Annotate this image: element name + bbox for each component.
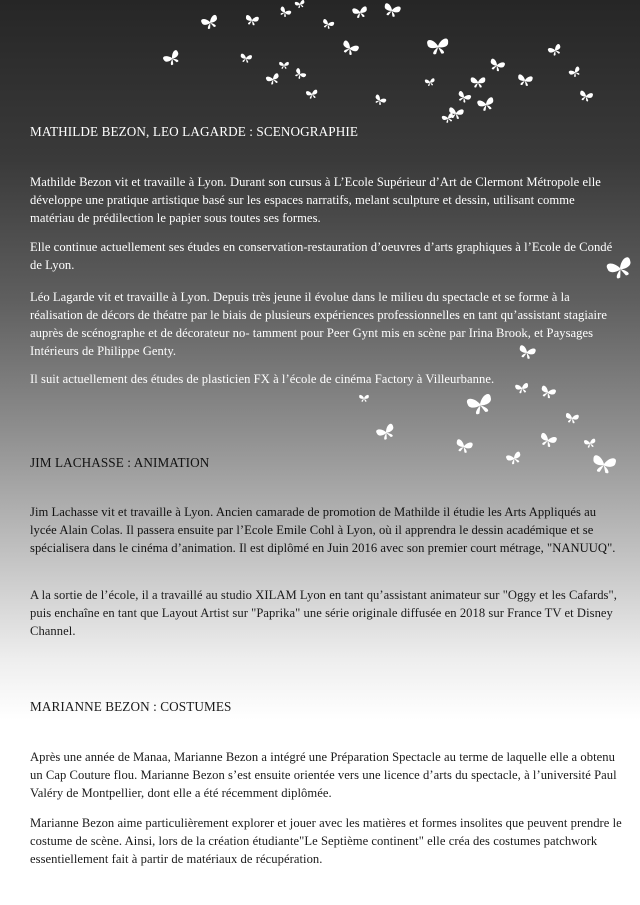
butterfly-icon [201,14,220,30]
butterfly-icon [448,107,464,120]
butterfly-icon [584,438,597,448]
butterfly-icon [321,19,334,30]
butterfly-icon [547,43,563,57]
butterfly-icon [240,53,253,63]
butterfly-icon [294,0,305,9]
paragraph-leo-studies: Il suit actuellement des études de plasticien FX à l’école de cinéma Factory à Villeurbanne. [30,372,495,386]
paragraph-leo-bio: Léo Lagarde vit et travaille à Lyon. Depuis très jeune il évolue dans le milieu du spectacle et se forme à la réalisation de décors de théatre par le biais de plusieurs expériences professionnelles en tant qu’assistant stagiaire auprès de scénographe et de décorateur no- tamment pour Peer Gynt mis en scène par Irina Brook, et Paysages Intérieurs de Philippe Genty. [30,290,607,358]
paragraph-jim-bio: Jim Lachasse vit et travaille à Lyon. Ancien camarade de promotion de Mathilde il étudie les Arts Appliqués au lycée Alain Colas. Il passera ensuite par l’Ecole Emile Cohl à Lyon, où il apprendra le dessin académique et se spécialisera dans le cinéma d’animation. Il est diplômé en Juin 2016 avec son premier court métrage, "NANUUQ". [30,505,616,555]
paragraph-mathilde-bio: Mathilde Bezon vit et travaille à Lyon. Durant son cursus à L’Ecole Supérieur d’Art de Clermont Métropole elle développe une pratique artistique basé sur les espaces narratifs, melant sculpture et dessin, utilisant comme matériau de prédilection le papier sous toutes ses formes. [30,175,601,225]
butterfly-icon [488,58,505,73]
butterfly-icon [441,113,454,124]
paragraph-marianne-work: Marianne Bezon aime particulièrement explorer et jouer avec les matières et formes insolites que peuvent prendre le costume de scène. Ainsi, lors de la création étudiante"Le Septième continent" elle créa des costumes patchwork essentiellement fait à partir de matériaux de récupération. [30,816,622,866]
butterfly-icon [359,395,369,402]
section-heading-costumes: MARIANNE BEZON : COSTUMES [30,699,232,714]
butterfly-icon [578,90,593,102]
butterfly-icon [456,90,472,104]
butterfly-icon [293,68,307,81]
butterfly-icon [471,77,486,87]
butterfly-icon [278,6,292,19]
butterfly-icon [538,432,557,448]
paragraph-jim-career: A la sortie de l’école, il a travaillé au studio XILAM Lyon en tant qu’assistant animateur sur "Oggy et les Cafards", puis enchaîne en tant que Layout Artist sur "Paprika" une série originale diffusée en 2018 sur France TV et Disney Channel. [30,588,617,638]
butterfly-icon [279,62,289,69]
butterfly-icon [506,451,523,466]
paragraph-marianne-bio: Après une année de Manaa, Marianne Bezon a intégré une Préparation Spectacle au terme de laquelle elle a obtenu un Cap Couture flou. Marianne Bezon s’est ensuite orientée vers une licence d’arts du spectacle, à l’université Paul Valéry de Montpellier, dont elle a été récemment diplômée. [30,750,617,800]
butterfly-icon [466,393,494,416]
butterfly-icon [265,73,280,86]
section-heading-scenographie: MATHILDE BEZON, LEO LAGARDE : SCENOGRAPHIE [30,124,359,139]
butterfly-icon [565,413,579,424]
butterfly-icon [383,3,402,18]
butterfly-icon [373,94,387,107]
butterfly-icon [162,49,182,67]
section-heading-animation: JIM LACHASSE : ANIMATION [30,455,210,470]
butterfly-icon [425,78,436,86]
butterfly-icon [568,66,582,79]
butterfly-icon [477,97,496,112]
butterfly-icon [245,15,259,26]
butterfly-icon [591,455,616,475]
paragraph-mathilde-studies: Elle continue actuellement ses études en conservation-restauration d’oeuvres d’arts graphiques à l’Ecole de Condé de Lyon. [30,240,613,272]
butterfly-icon [352,6,368,19]
butterfly-icon [455,439,474,454]
butterfly-icon [375,423,396,442]
butterfly-icon [517,74,533,87]
butterfly-icon [427,38,449,55]
butterfly-icon [340,40,360,57]
butterfly-icon [306,89,319,99]
